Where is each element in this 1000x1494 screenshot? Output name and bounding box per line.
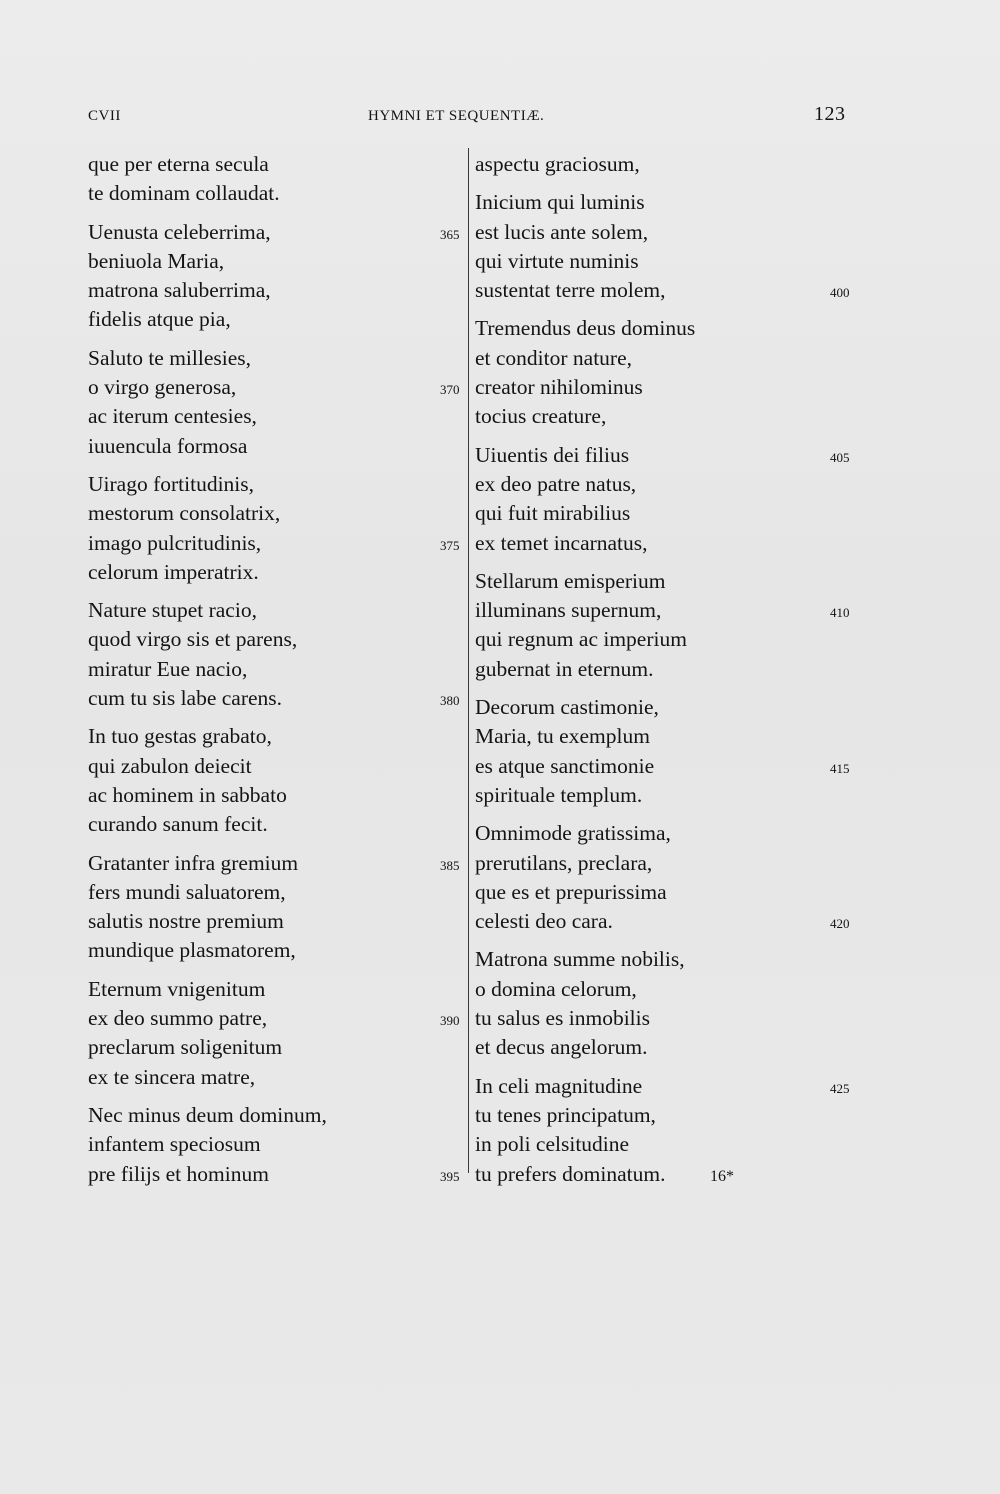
verse-text: tu prefers dominatum. — [475, 1161, 666, 1186]
verse-line — [88, 247, 468, 276]
verse-line — [88, 655, 468, 684]
verse-line — [475, 596, 865, 625]
stanza — [475, 314, 865, 431]
verse-line — [88, 432, 468, 461]
verse-line — [475, 1101, 865, 1130]
verse-line — [88, 150, 468, 179]
verse-text: ex deo patre natus, — [475, 471, 637, 496]
verse-line — [88, 849, 468, 878]
verse-line — [88, 499, 468, 528]
verse-text: illuminans supernum, — [475, 598, 662, 623]
verse-line — [475, 849, 865, 878]
stanza — [475, 150, 865, 179]
verse-text: qui fuit mirabilius — [475, 501, 631, 526]
verse-line — [475, 625, 865, 654]
verse-text: salutis nostre premium — [88, 909, 284, 934]
verse-text: Nec minus deum dominum, — [88, 1102, 327, 1127]
verse-line — [88, 878, 468, 907]
verse-text: et conditor nature, — [475, 345, 633, 370]
verse-text: beniuola Maria, — [88, 248, 225, 273]
verse-text: o domina celorum, — [475, 976, 637, 1001]
verse-line — [88, 781, 468, 810]
verse-text: pre filijs et hominum — [88, 1161, 269, 1186]
verse-text: mundique plasmatorem, — [88, 938, 296, 963]
verse-line — [475, 1004, 865, 1033]
verse-line — [88, 752, 468, 781]
verse-text: qui virtute numinis — [475, 248, 639, 273]
verse-text: In tuo gestas grabato, — [88, 724, 272, 749]
verse-text: Gratanter infra gremium — [88, 850, 299, 875]
verse-text: Omnimode gratissima, — [475, 821, 671, 846]
verse-line — [88, 470, 468, 499]
line-number: 425 — [830, 1080, 850, 1096]
verse-text: fers mundi saluatorem, — [88, 879, 286, 904]
header-left: CVII — [88, 108, 121, 124]
line-number: 415 — [830, 760, 850, 776]
verse-text: Stellarum emisperium — [475, 568, 666, 593]
verse-line — [475, 247, 865, 276]
verse-line — [475, 567, 865, 596]
verse-text: que per eterna secula — [88, 152, 269, 176]
verse-line — [475, 752, 865, 781]
verse-line — [475, 878, 865, 907]
verse-text: te dominam collaudat. — [88, 181, 280, 206]
verse-line — [88, 373, 468, 402]
line-number: 380 — [440, 693, 460, 709]
line-number: 400 — [830, 285, 850, 301]
verse-line — [88, 218, 468, 247]
stanza — [88, 344, 468, 461]
verse-text: tu salus es inmobilis — [475, 1006, 650, 1031]
verse-text: fidelis atque pia, — [88, 307, 231, 332]
verse-line — [88, 596, 468, 625]
line-number: 405 — [830, 449, 850, 465]
verse-text: in poli celsitudine — [475, 1132, 630, 1157]
stanza — [475, 945, 865, 1062]
verse-line — [88, 1130, 468, 1159]
verse-line — [475, 722, 865, 751]
verse-text: Uenusta celeberrima, — [88, 219, 271, 244]
line-number: 420 — [830, 916, 850, 932]
verse-text: ac iterum centesies, — [88, 404, 257, 429]
stanza — [88, 150, 468, 209]
verse-text: es atque sanctimonie — [475, 753, 655, 778]
verse-line — [88, 936, 468, 965]
stanza — [88, 1101, 468, 1189]
verse-line — [88, 1033, 468, 1062]
verse-text: Inicium qui luminis — [475, 190, 645, 215]
stanza — [475, 567, 865, 684]
verse-line — [475, 441, 865, 470]
verse-text: preclarum soligenitum — [88, 1035, 283, 1060]
verse-line — [475, 150, 865, 179]
verse-line — [88, 1160, 468, 1189]
verse-line — [88, 1004, 468, 1033]
verse-line — [88, 684, 468, 713]
verse-line — [88, 558, 468, 587]
verse-text: creator nihilominus — [475, 375, 643, 400]
verse-line — [475, 276, 865, 305]
verse-text: est lucis ante solem, — [475, 219, 649, 244]
verse-text: qui zabulon deiecit — [88, 753, 252, 778]
verse-line — [475, 693, 865, 722]
line-number: 365 — [440, 226, 460, 242]
page-number: 123 — [814, 103, 846, 125]
verse-line — [88, 276, 468, 305]
verse-text: spirituale templum. — [475, 782, 643, 807]
verse-text: ex temet incarnatus, — [475, 530, 648, 555]
left-column — [88, 150, 468, 1198]
verse-text: ac hominem in sabbato — [88, 782, 287, 807]
verse-line — [475, 218, 865, 247]
verse-text: iuuencula formosa — [88, 433, 248, 458]
verse-text: prerutilans, preclara, — [475, 850, 653, 875]
verse-text: que es et prepurissima — [475, 879, 667, 904]
line-number: 390 — [440, 1013, 460, 1029]
stanza — [475, 1072, 865, 1189]
verse-text: Maria, tu exemplum — [475, 724, 650, 749]
verse-line — [475, 188, 865, 217]
verse-line — [88, 344, 468, 373]
verse-text: mestorum consolatrix, — [88, 501, 281, 526]
verse-line — [475, 655, 865, 684]
stanza — [88, 218, 468, 335]
verse-text: matrona saluberrima, — [88, 278, 271, 303]
line-number: 385 — [440, 857, 460, 873]
verse-text: Nature stupet racio, — [88, 598, 257, 623]
verse-line — [88, 1101, 468, 1130]
verse-line — [475, 781, 865, 810]
verse-text: Tremendus deus dominus — [475, 316, 696, 341]
verse-text: imago pulcritudinis, — [88, 530, 262, 555]
verse-line — [88, 625, 468, 654]
verse-text: ex te sincera matre, — [88, 1064, 256, 1089]
verse-text: ex deo summo patre, — [88, 1006, 268, 1031]
stanza — [88, 849, 468, 966]
line-number: 375 — [440, 537, 460, 553]
verse-line — [475, 907, 865, 936]
verse-line — [88, 402, 468, 431]
verse-text: tocius creature, — [475, 404, 607, 429]
verse-line — [475, 1072, 865, 1101]
verse-line — [88, 810, 468, 839]
line-number: 370 — [440, 382, 460, 398]
verse-line — [475, 373, 865, 402]
verse-line — [475, 1130, 865, 1159]
verse-text: celesti deo cara. — [475, 909, 613, 934]
verse-line — [88, 179, 468, 208]
stanza — [475, 441, 865, 558]
verse-line — [475, 1033, 865, 1062]
verse-text: o virgo generosa, — [88, 375, 237, 400]
verse-line — [475, 945, 865, 974]
line-number: 395 — [440, 1168, 460, 1184]
verse-line — [475, 402, 865, 431]
verse-text: Uirago fortitudinis, — [88, 471, 255, 496]
verse-line — [475, 314, 865, 343]
verse-text: Matrona summe nobilis, — [475, 947, 685, 972]
verse-line — [88, 305, 468, 334]
verse-line — [88, 722, 468, 751]
stanza — [88, 470, 468, 587]
verse-text: qui regnum ac imperium — [475, 627, 687, 652]
verse-text: miratur Eue nacio, — [88, 656, 248, 681]
stanza — [475, 188, 865, 305]
verse-text: In celi magnitudine — [475, 1073, 643, 1098]
stanza — [88, 722, 468, 839]
verse-line — [88, 975, 468, 1004]
column-divider — [468, 148, 469, 1173]
verse-text: aspectu graciosum, — [475, 152, 640, 176]
right-column — [475, 150, 865, 1198]
verse-line — [88, 529, 468, 558]
verse-text: curando sanum fecit. — [88, 812, 268, 837]
signature-mark: 16* — [710, 1168, 734, 1185]
line-number: 410 — [830, 605, 850, 621]
stanza — [475, 693, 865, 810]
verse-text: tu tenes principatum, — [475, 1102, 656, 1127]
verse-text: Uiuentis dei filius — [475, 442, 630, 467]
verse-line — [88, 1063, 468, 1092]
verse-line — [475, 819, 865, 848]
verse-line — [475, 499, 865, 528]
verse-text: Saluto te millesies, — [88, 345, 252, 370]
verse-text: infantem speciosum — [88, 1132, 261, 1157]
verse-text: sustentat terre molem, — [475, 278, 666, 303]
running-title: HYMNI ET SEQUENTIÆ. — [368, 108, 545, 124]
verse-text: et decus angelorum. — [475, 1035, 648, 1060]
stanza — [475, 819, 865, 936]
verse-text: Eternum vnigenitum — [88, 976, 266, 1001]
verse-text: celorum imperatrix. — [88, 559, 259, 584]
stanza — [88, 596, 468, 713]
verse-line — [88, 907, 468, 936]
verse-text: gubernat in eternum. — [475, 656, 654, 681]
verse-line — [475, 1160, 865, 1189]
verse-text: cum tu sis labe carens. — [88, 686, 283, 711]
verse-line — [475, 975, 865, 1004]
stanza — [88, 975, 468, 1092]
verse-text: Decorum castimonie, — [475, 695, 659, 720]
verse-line — [475, 529, 865, 558]
verse-line — [475, 344, 865, 373]
verse-line — [475, 470, 865, 499]
verse-text: quod virgo sis et parens, — [88, 627, 298, 652]
